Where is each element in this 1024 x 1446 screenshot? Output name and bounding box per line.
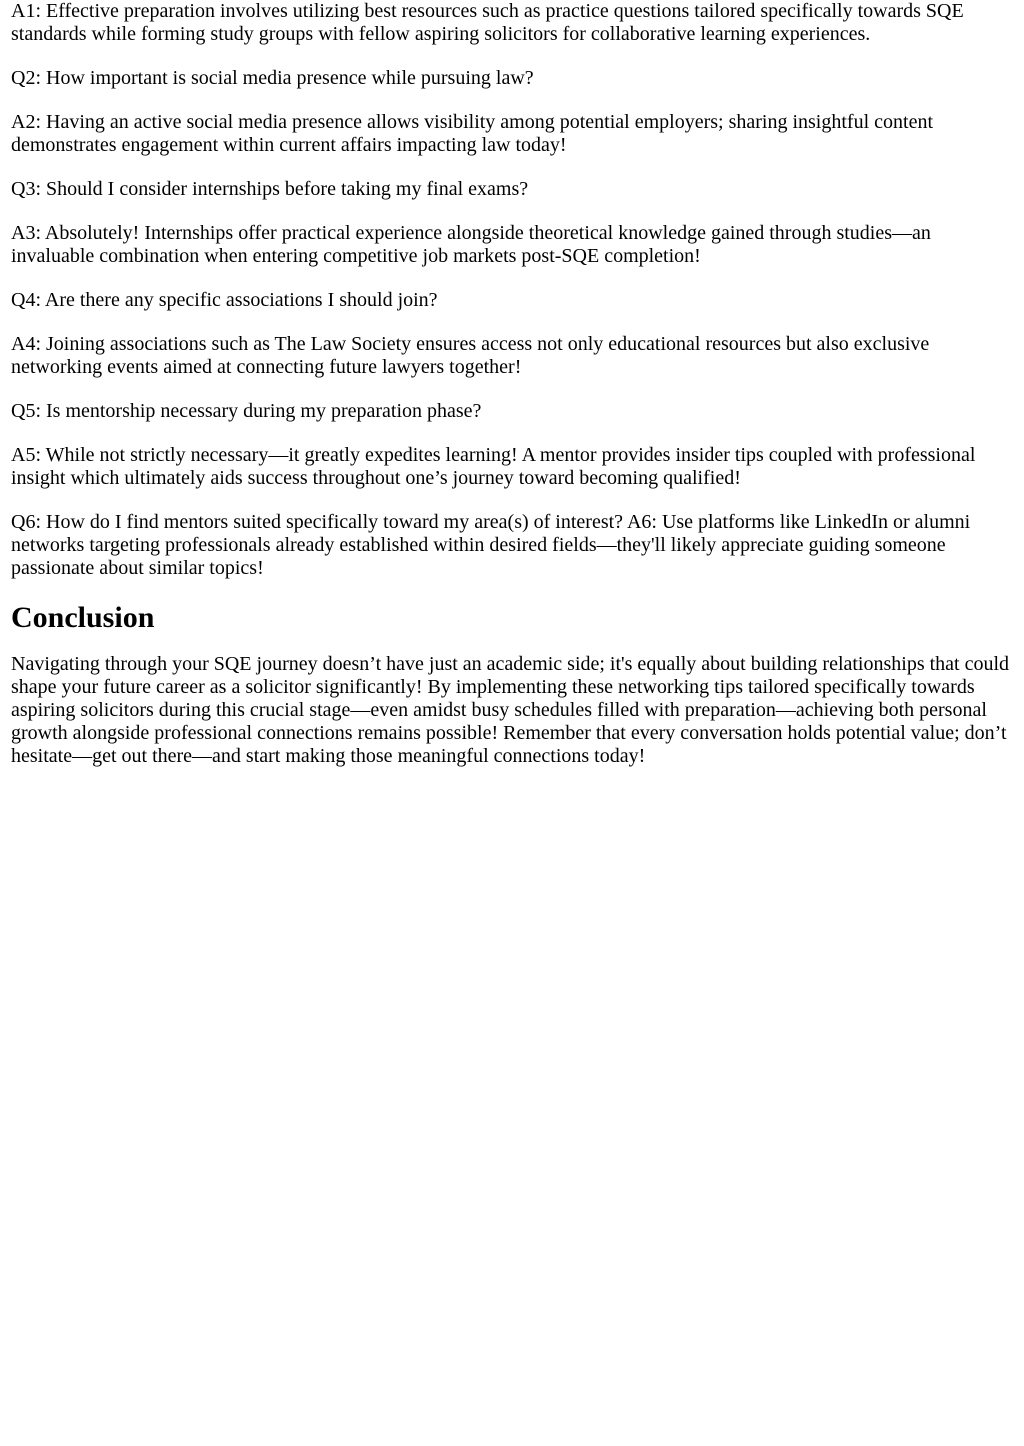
conclusion-heading: Conclusion xyxy=(11,601,155,634)
conclusion-paragraph: Navigating through your SQE journey doesn’t have just an academic side; it's equally about building relationships that could shape your future career as a solicitor significantly! By implementing these networking tips tailored specifically towards aspiring solicitors during this crucial stage—even amidst busy schedules filled with preparation—achieving both personal growth alongside professional connections remains possible! Remember that every conversation holds potential value; don’t hesitate—get out there—and start making those meaningful connections today! xyxy=(11,653,1010,767)
faq-question-3: Q3: Should I consider internships before taking my final exams? xyxy=(11,178,529,200)
faq-question-answer-6: Q6: How do I find mentors suited specifically toward my area(s) of interest? A6: Use platforms like LinkedIn or alumni networks targeting professionals already established within desired fields—they'll likely appreciate guiding someone passionate about similar topics! xyxy=(11,511,971,579)
faq-answer-5: A5: While not strictly necessary—it greatly expedites learning! A mentor provides insider tips coupled with professional insight which ultimately aids success throughout one’s journey toward becoming qualified! xyxy=(11,444,976,489)
faq-question-5: Q5: Is mentorship necessary during my preparation phase? xyxy=(11,400,482,422)
faq-answer-4: A4: Joining associations such as The Law Society ensures access not only educational resources but also exclusive networking events aimed at connecting future lawyers together! xyxy=(11,333,930,378)
faq-question-4: Q4: Are there any specific associations I should join? xyxy=(11,289,438,311)
faq-answer-1: A1: Effective preparation involves utilizing best resources such as practice questions tailored specifically towards SQE standards while forming study groups with fellow aspiring solicitors for collaborative learning experiences. xyxy=(11,0,964,45)
faq-answer-2: A2: Having an active social media presence allows visibility among potential employers; sharing insightful content demonstrates engagement within current affairs impacting law today! xyxy=(11,111,934,156)
faq-question-2: Q2: How important is social media presence while pursuing law? xyxy=(11,67,534,89)
faq-answer-3: A3: Absolutely! Internships offer practical experience alongside theoretical knowledge gained through studies—an invaluable combination when entering competitive job markets post-SQE completion! xyxy=(11,222,931,267)
